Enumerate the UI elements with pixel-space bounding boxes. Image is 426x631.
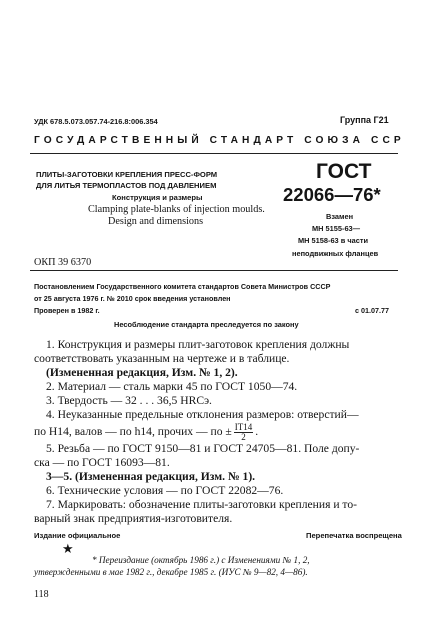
- decree-effective: с 01.07.77: [355, 306, 389, 315]
- title-ru-line2: ДЛЯ ЛИТЬЯ ТЕРМОПЛАСТОВ ПОД ДАВЛЕНИЕМ: [36, 181, 217, 190]
- title-en-line2: Design and dimensions: [108, 216, 204, 227]
- decree-line1: Постановлением Государственного комитета стандартов Совета Министров СССР: [34, 282, 331, 291]
- body-text: [34, 338, 400, 526]
- p7-line2: варный знак предприятия-изготовителя.: [34, 512, 233, 525]
- fraction-numerator: IT14: [234, 421, 253, 432]
- replaces-line1: МН 5155-63—: [312, 224, 361, 233]
- p3: 3. Твердость — 32 . . . 36,5 HRCэ.: [46, 394, 212, 407]
- header-divider: [30, 153, 398, 154]
- p4-line2: [34, 422, 400, 442]
- p5-line2: ска — по ГОСТ 16093—81.: [34, 456, 170, 469]
- p6: 6. Технические условия — по ГОСТ 22082—76.: [46, 484, 284, 497]
- reprint-prohibited: Перепечатка воспрещена: [306, 531, 402, 540]
- title-en-line1: Clamping plate-blanks of injection moulds.: [88, 204, 265, 215]
- title-ru-line1: ПЛИТЫ-ЗАГОТОВКИ КРЕПЛЕНИЯ ПРЕСС-ФОРМ: [36, 170, 218, 179]
- p5-line1: 5. Резьба — по ГОСТ 9150—81 и ГОСТ 24705—81. Поле допу-: [46, 442, 360, 455]
- p4-line2-end: .: [255, 425, 259, 438]
- p1-line2: соответствовать указанным на чертеже и в таблице.: [34, 352, 290, 365]
- law-notice: Несоблюдение стандарта преследуется по закону: [114, 320, 299, 329]
- subtitle-ru: Конструкция и размеры: [112, 193, 203, 202]
- p4-line2-start: по Н14, валов — по h14, прочих — по ±: [34, 425, 232, 438]
- reissue-note-line1: * Переиздание (октябрь 1986 г.) с Изменениями № 1, 2,: [92, 555, 310, 565]
- p35: 3—5. (Измененная редакция, Изм. № 1).: [46, 470, 256, 483]
- p7-line1: 7. Маркировать: обозначение плиты-заготовки крепления и то-: [46, 498, 357, 511]
- p1-line1: 1. Конструкция и размеры плит-заготовок крепления должны: [46, 338, 350, 351]
- page-number: 118: [34, 589, 49, 600]
- title-divider: [30, 270, 398, 271]
- p2: 2. Материал — сталь марки 45 по ГОСТ 1050—74.: [46, 380, 298, 393]
- standard-banner: ГОСУДАРСТВЕННЫЙ СТАНДАРТ СОЮЗА ССР: [34, 135, 405, 146]
- gost-number: 22066—76*: [283, 184, 381, 205]
- tolerance-fraction: [234, 423, 254, 442]
- udk-code: УДК 678.5.073.057.74-216.8:006.354: [34, 117, 158, 126]
- replaces-line3: неподвижных фланцев: [292, 249, 379, 258]
- p4-line1: 4. Неуказанные предельные отклонения размеров: отверстий—: [46, 408, 359, 421]
- okp-code: ОКП 39 6370: [34, 257, 92, 268]
- decree-line2: от 25 августа 1976 г. № 2010 срок введения установлен: [34, 294, 231, 303]
- decree-checked: Проверен в 1982 г.: [34, 306, 100, 315]
- group-code: Группа Г21: [340, 115, 389, 125]
- star-icon: ★: [62, 541, 74, 556]
- official-edition: Издание официальное: [34, 531, 121, 540]
- fraction-denominator: 2: [241, 431, 246, 442]
- p1-line3: (Измененная редакция, Изм. № 1, 2).: [46, 366, 238, 379]
- replaces-label: Взамен: [326, 212, 354, 221]
- replaces-line2: МН 5158-63 в части: [298, 236, 368, 245]
- reissue-note-line2: утвержденными в мае 1982 г., декабре 1985 г. (ИУС № 9—82, 4—86).: [34, 567, 308, 577]
- gost-label: ГОСТ: [316, 160, 372, 183]
